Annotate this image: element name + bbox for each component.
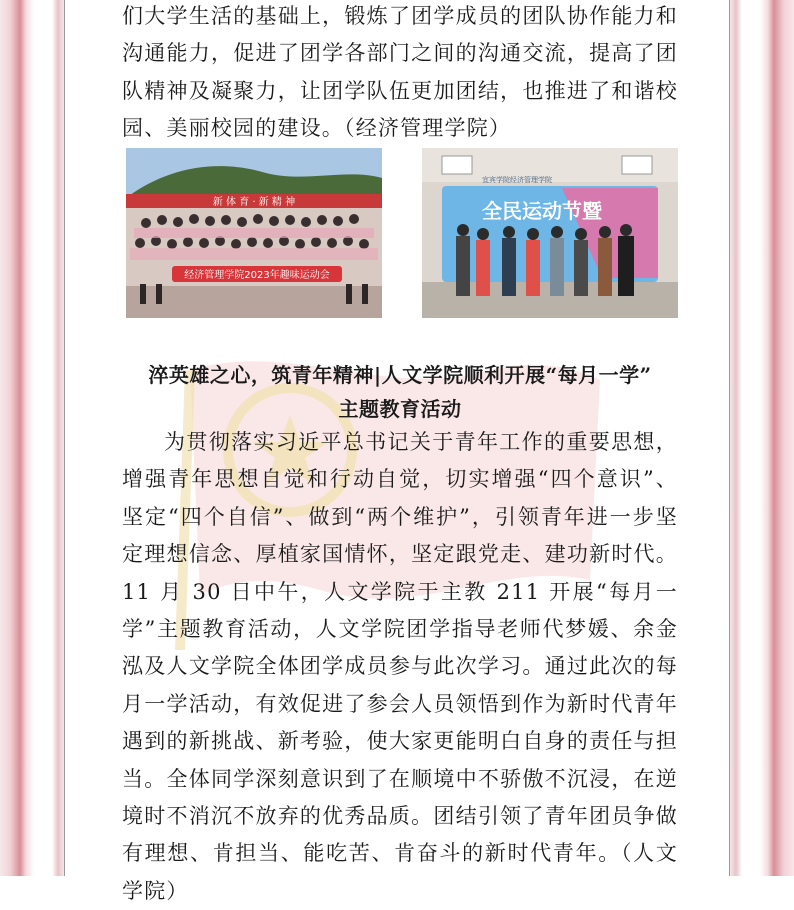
photo-row (126, 148, 678, 320)
left-page-rule (64, 0, 65, 876)
left-decorative-border (0, 0, 64, 876)
right-page-rule (729, 0, 730, 876)
article-headline (122, 358, 678, 426)
headline-line-1: 淬英雄之心，筑青年精神|人文学院顺利开展“每月一学” (148, 363, 652, 387)
banner-top-text: 新 体 育 · 新 精 神 (212, 197, 296, 208)
article-body: 为贯彻落实习近平总书记关于青年工作的重要思想，增强青年思想自觉和行动自觉，切实增强“四个意识”、坚定“四个自信”、做到“两个维护”，引领青年进一步坚定理想信念、厚植家国情怀，坚定跟党走、建功新时代。11 月 30 日中午，人文学院于主教 211 开展“每月一学”主题教育活动，人文学院团学指导老师代梦媛、余金泓及人文学院全体团学成员参与此次学习。通过此次的每月一学活动，有效促进了参会人员领悟到作为新时代青年遇到的新挑战、新考验，使大家更能明白自身的责任与担当。全体同学深刻意识到了在顺境中不骄傲不沉浸，在逆境时不消沉不放弃的优秀品质。团结引领了青年团员争做有理想、肯担当、能吃苦、肯奋斗的新时代青年。（人文学院） (122, 430, 678, 903)
headline-line-2: 主题教育活动 (338, 397, 462, 421)
banner-main-text: 经济管理学院2023年趣味运动会 (184, 270, 330, 281)
sports-festival-photo (422, 148, 678, 318)
sports-meet-group-photo (126, 148, 382, 318)
right-decorative-border (730, 0, 794, 876)
building-header-text: 宜宾学院经济管理学院 (482, 176, 552, 184)
intro-paragraph: 们大学生活的基础上，锻炼了团学成员的团队协作能力和沟通能力，促进了团学各部门之间的沟通交流，提高了团队精神及凝聚力，让团学队伍更加团结，也推进了和谐校园、美丽校园的建设。（经济管理学院） (122, 4, 678, 141)
festival-board-title: 全民运动节暨 (482, 199, 602, 223)
